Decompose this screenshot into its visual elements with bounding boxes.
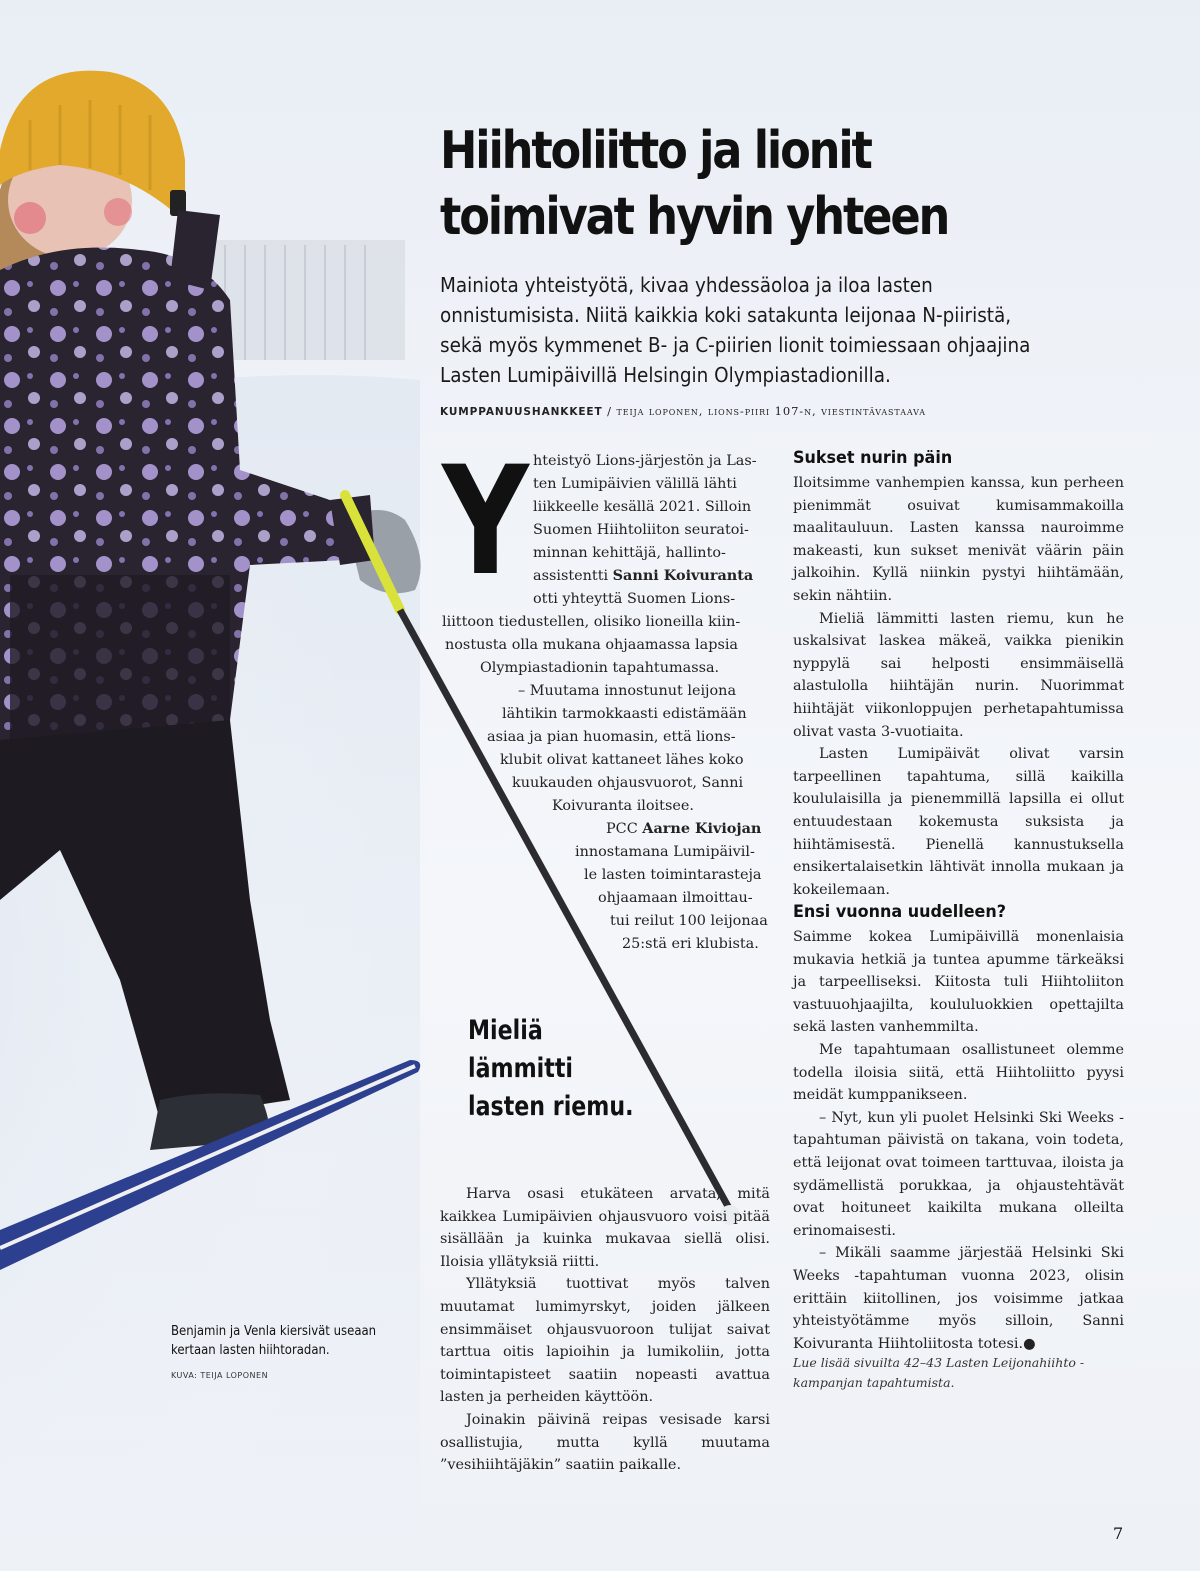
drop-cap: Y (442, 435, 529, 609)
article-title (440, 118, 1059, 250)
intro-line: ten Lumipäivien välillä lähti (533, 476, 737, 492)
article-lead: Mainiota yhteistyötä, kivaa yhdessäoloa ja iloa lasten onnistumisista. Niitä kaikkia koki satakunta leijonaa N-piiristä, sekä myös kymmenet B- ja C-piirien lionit toimiessaan ohjaajina Lasten Lumipäivillä Helsingin Olympiastadionilla. (440, 273, 1031, 387)
subheading-ensi-vuonna: Ensi vuonna uudelleen? (793, 902, 1007, 922)
intro-line: hteistyö Lions-järjestön ja Las- (533, 453, 757, 469)
left-column-text (440, 1183, 770, 1477)
paragraph: – Mikäli saamme järjestää Helsinki Ski Weeks -tapahtuman vuonna 2023, olisin erittäin kiitollinen, jos voisimme jatkaa yhteistyötämme myös silloin, Sanni Koivuranta Hiihtoliitosta totesi.● (793, 1245, 1124, 1352)
intro-line: innostamana Lumipäivil- (575, 844, 755, 860)
intro-line: tui reilut 100 leijonaa (610, 913, 768, 929)
intro-line: Koivuranta iloitsee. (552, 798, 694, 814)
intro-line: le lasten toimintarasteja (584, 867, 762, 883)
intro-line: Suomen Hiihtoliiton seuratoi- (533, 522, 749, 538)
right-column-section1 (793, 472, 1124, 901)
intro-line: – Muutama innostunut leijona (518, 683, 737, 699)
paragraph: Me tapahtumaan osallistuneet olemme todella iloisia siitä, että Hiihtoliitto pyysi meidät kumppanikseen. (793, 1041, 1124, 1104)
intro-line: 25:stä eri klubista. (622, 936, 759, 952)
person-name-sanni: Sanni Koivuranta (612, 567, 754, 584)
page-number: 7 (1113, 1524, 1124, 1543)
paragraph: Iloitsimme vanhempien kanssa, kun perheen pienimmät osuivat kumisammakoilla maalitauluun. Lasten kanssa nauroimme makeasti, kun sukset menivät väärin päin jalkoihin. Kyllä niinkin pystyi hiihtämään, sekin nähtiin. (793, 475, 1124, 604)
intro-line: kuukauden ohjausvuorot, Sanni (512, 775, 744, 791)
intro-line: liittoon tiedustellen, olisiko lioneilla kiin- (442, 614, 741, 630)
pull-quote: Mieliä lämmitti lasten riemu. (468, 1015, 634, 1122)
intro-line: asiaa ja pian huomasin, että lions- (487, 729, 736, 745)
photo-caption: Benjamin ja Venla kiersivät useaan kertaan lasten hiihtoradan. (171, 1324, 377, 1358)
byline (440, 404, 1080, 418)
person-name-aarne: Aarne Kiviojan (642, 820, 762, 837)
intro-line-part: assistentti (533, 568, 613, 584)
byline-section: KUMPPANUUSHANKKEET (440, 406, 603, 418)
right-column-section2 (793, 926, 1124, 1355)
intro-line: nostusta olla mukana ohjaamassa lapsia (445, 637, 739, 653)
byline-separator: / (602, 404, 617, 418)
photo-credit: KUVA: TEIJA LOPONEN (171, 1371, 269, 1380)
byline-author: teija loponen, lions-piiri 107-n, viestintävastaava (616, 404, 926, 418)
intro-line: minnan kehittäjä, hallinto- (533, 545, 726, 561)
intro-line: ohjaamaan ilmoittau- (598, 890, 753, 906)
intro-line (606, 818, 761, 841)
intro-line: otti yhteyttä Suomen Lions- (533, 591, 736, 607)
paragraph: Mieliä lämmitti lasten riemu, kun he uskalsivat laskea mäkeä, vaikka pienikin nyppylä sai helposti ensimmäisellä alastulolla hiihtäjän nurin. Nuorimmat hiihtäjät viikonloppujen perhetapahtumissa olivat vasta 3-vuotiaita. (793, 610, 1124, 740)
paragraph: Joinakin päivinä reipas vesisade karsi osallistujia, mutta kyllä muutama ”vesihiihtäjäkin” saatiin paikalle. (440, 1411, 770, 1474)
read-more-note: Lue lisää sivuilta 42–43 Lasten Leijonahiihto -kampanjan tapahtumista. (793, 1355, 1085, 1390)
intro-line: Olympiastadionin tapahtumassa. (480, 660, 720, 676)
subheading-sukset: Sukset nurin päin (793, 448, 953, 468)
intro-line: lähtikin tarmokkaasti edistämään (502, 706, 747, 722)
paragraph: Harva osasi etukäteen arvata, mitä kaikkea Lumipäivien ohjausvuoro voisi pitää sisällään ja kuinka mukavaa siellä olisi. Iloisia yllätyksiä riitti. (440, 1186, 770, 1270)
title-line-1: Hiihtoliitto ja lionit (440, 121, 871, 181)
paragraph: Lasten Lumipäivät olivat varsin tarpeellinen tapahtuma, sillä kaikilla koululaisilla ja pienemmillä lapsilla ei ollut entuudestaan kokemusta suksista ja hiihtämisestä. Pienellä kannustuksella ensikertalaisetkin lähtivät innolla mukaan ja kokeilemaan. (793, 746, 1124, 898)
intro-line: klubit olivat kattaneet lähes koko (500, 752, 744, 768)
intro-line (533, 565, 753, 588)
paragraph: Saimme kokea Lumipäivillä monenlaisia mukavia hetkiä ja tuntea apumme tärkeäksi ja tarpeelliseksi. Kiitosta tuli Hiihtoliiton vastuuohjaajilta, koululuokkien opettajilta sekä lasten vanhemmilta. (793, 929, 1124, 1036)
title-line-2: toimivat hyvin yhteen (440, 187, 949, 247)
intro-line-part: PCC (606, 821, 643, 837)
paragraph: Yllätyksiä tuottivat myös talven muutamat lumimyrskyt, joiden jälkeen ensimmäiset ohjausvuoroon tulijat saivat tarttua oitis lapioihin ja lumikoliin, jotta toimintapisteet saatiin nopeasti avattua lasten ja perheiden käyttöön. (440, 1276, 770, 1406)
intro-line: liikkeelle kesällä 2021. Silloin (533, 499, 752, 515)
paragraph: – Nyt, kun yli puolet Helsinki Ski Weeks -tapahtuman päivistä on takana, voin todeta, että leijonat ovat toimeen tarttuvaa, iloista ja sydämellistä porukkaa, ja ohjaustehtävät ovat hoituneet kaikilta mukana olleilta erinomaisesti. (793, 1109, 1124, 1239)
